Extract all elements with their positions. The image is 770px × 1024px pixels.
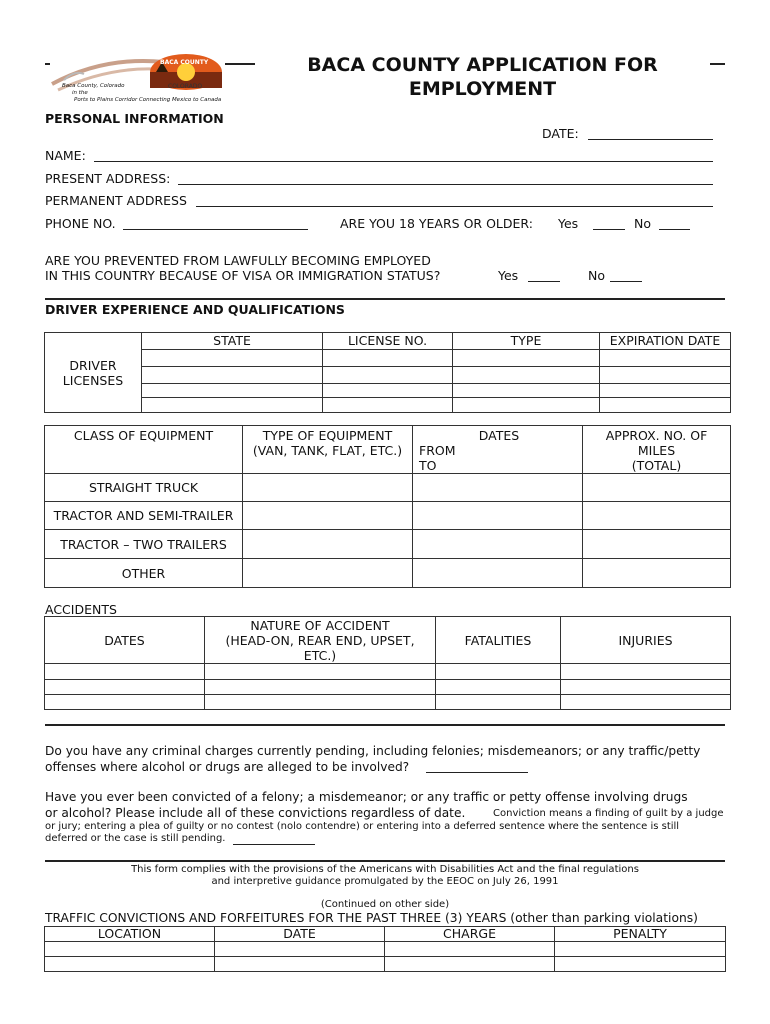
equipment-cell[interactable] (583, 502, 731, 530)
licenses-label-1: DRIVER (69, 357, 117, 373)
equipment-table (44, 425, 731, 588)
logo-tagline-3: Ports to Plains Corridor Connecting Mexico to Canada (74, 97, 222, 103)
criminal-q2-line-2: or alcohol? Please include all of these convictions regardless of date. (45, 806, 466, 820)
equipment-from-label: FROM (419, 443, 456, 458)
ada-notice-line-1: This form complies with the provisions of the Americans with Disabilities Act and the final regulations (131, 864, 639, 875)
traffic-header-charge: CHARGE (385, 927, 555, 942)
phone-label: PHONE NO. (45, 216, 116, 231)
traffic-cell[interactable] (555, 942, 726, 957)
equipment-header-dates (413, 426, 583, 474)
equipment-row-label: TRACTOR AND SEMI-TRAILER (45, 502, 243, 530)
accidents-nature-line-2: (HEAD-ON, REAR END, UPSET, (225, 633, 415, 648)
equipment-header-miles (583, 426, 731, 474)
license-cell[interactable] (453, 350, 600, 367)
equipment-cell[interactable] (413, 530, 583, 559)
equipment-cell[interactable] (243, 502, 413, 530)
ada-notice (45, 864, 725, 888)
age-yes-field[interactable] (593, 229, 625, 230)
age-yes-label: Yes (558, 216, 579, 231)
personal-section-title: PERSONAL INFORMATION (45, 111, 224, 126)
accidents-nature-line-3: ETC.) (303, 648, 337, 663)
ada-notice-line-2: and interpretive guidance promulgated by the EEOC on July 26, 1991 (211, 876, 559, 887)
equipment-miles-line-1: APPROX. NO. OF (605, 428, 708, 443)
visa-question-line-2: IN THIS COUNTRY BECAUSE OF VISA OR IMMIGRATION STATUS? (45, 268, 441, 283)
equipment-cell[interactable] (583, 530, 731, 559)
accident-cell[interactable] (45, 680, 205, 695)
equipment-cell[interactable] (413, 559, 583, 588)
visa-no-field[interactable] (610, 281, 642, 282)
equipment-miles-line-2: MILES (637, 443, 676, 458)
equipment-row-label: TRACTOR – TWO TRAILERS (45, 530, 243, 559)
license-cell[interactable] (323, 367, 453, 384)
traffic-cell[interactable] (385, 942, 555, 957)
phone-field[interactable] (123, 229, 308, 230)
logo-tagline-2: in the (72, 90, 88, 96)
accident-cell[interactable] (561, 680, 731, 695)
equipment-row-label: OTHER (45, 559, 243, 588)
accidents-section-title: ACCIDENTS (45, 602, 117, 617)
accident-cell[interactable] (45, 695, 205, 710)
driver-section-title: DRIVER EXPERIENCE AND QUALIFICATIONS (45, 302, 345, 317)
license-header-type: TYPE (453, 333, 600, 350)
equipment-row-label: STRAIGHT TRUCK (45, 474, 243, 502)
accidents-table (44, 616, 731, 710)
license-cell[interactable] (142, 350, 323, 367)
equipment-dates-label: DATES (478, 428, 520, 443)
visa-yes-field[interactable] (528, 281, 560, 282)
license-cell[interactable] (600, 350, 731, 367)
present-address-label: PRESENT ADDRESS: (45, 171, 171, 186)
criminal-q2-small-2: or jury; entering a plea of guilty or no contest (nolo contendre) or entering into a deferred sentence where the sentence is still (45, 821, 680, 832)
name-field[interactable] (94, 161, 713, 162)
logo-name-state: COLORADO (168, 83, 203, 90)
equipment-type-line-2: (VAN, TANK, FLAT, ETC.) (252, 443, 403, 458)
traffic-cell[interactable] (385, 957, 555, 972)
traffic-header-date: DATE (215, 927, 385, 942)
age-question: ARE YOU 18 YEARS OR OLDER: (340, 216, 533, 231)
name-label: NAME: (45, 148, 86, 163)
visa-yes-label: Yes (498, 268, 519, 283)
accident-cell[interactable] (436, 695, 561, 710)
equipment-cell[interactable] (413, 474, 583, 502)
logo-name-top: BACA COUNTY (160, 59, 209, 66)
visa-question-line-1: ARE YOU PREVENTED FROM LAWFULLY BECOMING EMPLOYED (45, 253, 431, 268)
license-cell[interactable] (323, 384, 453, 398)
license-cell[interactable] (600, 384, 731, 398)
footer-rule (45, 860, 725, 862)
date-field[interactable] (588, 139, 713, 140)
criminal-section-rule (45, 724, 725, 726)
licenses-label-cell (45, 333, 142, 413)
license-header-expiration: EXPIRATION DATE (600, 333, 731, 350)
accidents-header-nature (205, 617, 436, 664)
page-title (270, 53, 695, 101)
equipment-miles-line-3: (TOTAL) (631, 458, 682, 473)
equipment-cell[interactable] (583, 474, 731, 502)
visa-no-label: No (588, 268, 605, 283)
equipment-header-type (243, 426, 413, 474)
licenses-label-2: LICENSES (62, 372, 124, 388)
traffic-cell[interactable] (215, 957, 385, 972)
license-header-number: LICENSE NO. (323, 333, 453, 350)
accident-cell[interactable] (436, 680, 561, 695)
criminal-q2-small-3: deferred or the case is still pending. (45, 833, 226, 844)
permanent-address-field[interactable] (196, 206, 713, 207)
license-cell[interactable] (453, 398, 600, 413)
accidents-header-fatalities: FATALITIES (436, 617, 561, 664)
title-line-1: BACA COUNTY APPLICATION FOR (307, 54, 658, 76)
license-cell[interactable] (323, 398, 453, 413)
license-cell[interactable] (600, 398, 731, 413)
equipment-cell[interactable] (413, 502, 583, 530)
accident-cell[interactable] (205, 695, 436, 710)
traffic-title: TRAFFIC CONVICTIONS AND FORFEITURES FOR THE PAST THREE (3) YEARS (other than parking violations) (45, 911, 698, 925)
accident-cell[interactable] (205, 664, 436, 680)
traffic-cell[interactable] (45, 957, 215, 972)
license-cell[interactable] (453, 367, 600, 384)
accidents-nature-line-1: NATURE OF ACCIDENT (250, 618, 390, 633)
license-header-state: STATE (142, 333, 323, 350)
traffic-cell[interactable] (45, 942, 215, 957)
present-address-field[interactable] (178, 184, 713, 185)
equipment-header-class: CLASS OF EQUIPMENT (45, 426, 243, 474)
continued-note: (Continued on other side) (320, 899, 450, 910)
county-logo (44, 50, 234, 106)
title-line-2: EMPLOYMENT (408, 78, 557, 100)
traffic-cell[interactable] (555, 957, 726, 972)
logo-tagline-1: Baca County, Colorado (62, 83, 125, 89)
driver-licenses-table (44, 332, 731, 413)
license-cell[interactable] (600, 367, 731, 384)
accident-cell[interactable] (45, 664, 205, 680)
accidents-header-dates: DATES (45, 617, 205, 664)
accident-cell[interactable] (436, 664, 561, 680)
accident-cell[interactable] (561, 695, 731, 710)
traffic-header-location: LOCATION (45, 927, 215, 942)
license-cell[interactable] (323, 350, 453, 367)
accident-cell[interactable] (205, 680, 436, 695)
date-label: DATE: (542, 126, 579, 141)
header-dash-right (710, 63, 725, 65)
equipment-type-line-1: TYPE OF EQUIPMENT (262, 428, 393, 443)
criminal-q1-line-1: Do you have any criminal charges currently pending, including felonies; misdemeanors; or any traffic/petty (45, 744, 701, 758)
equipment-cell[interactable] (243, 530, 413, 559)
license-cell[interactable] (142, 384, 323, 398)
equipment-to-label: TO (419, 458, 437, 473)
criminal-q2-answer[interactable] (233, 844, 315, 845)
criminal-q2-line-1: Have you ever been convicted of a felony; a misdemeanor; or any traffic or petty offense involving drugs (45, 790, 688, 804)
traffic-header-penalty: PENALTY (555, 927, 726, 942)
license-cell[interactable] (142, 367, 323, 384)
traffic-cell[interactable] (215, 942, 385, 957)
header-dash-mid (225, 63, 255, 65)
age-no-field[interactable] (659, 229, 690, 230)
criminal-q1-line-2: offenses where alcohol or drugs are alleged to be involved? (45, 760, 410, 774)
equipment-cell[interactable] (583, 559, 731, 588)
criminal-q1-answer[interactable] (426, 772, 528, 773)
traffic-table (44, 926, 726, 972)
accidents-header-injuries: INJURIES (561, 617, 731, 664)
permanent-address-label: PERMANENT ADDRESS (45, 193, 187, 208)
header-dash-left (45, 63, 50, 65)
license-cell[interactable] (453, 384, 600, 398)
equipment-cell[interactable] (243, 559, 413, 588)
criminal-q2-small-1: Conviction means a finding of guilt by a judge (493, 808, 724, 819)
accident-cell[interactable] (561, 664, 731, 680)
age-no-label: No (634, 216, 651, 231)
driver-section-rule (45, 298, 725, 300)
equipment-cell[interactable] (243, 474, 413, 502)
license-cell[interactable] (142, 398, 323, 413)
